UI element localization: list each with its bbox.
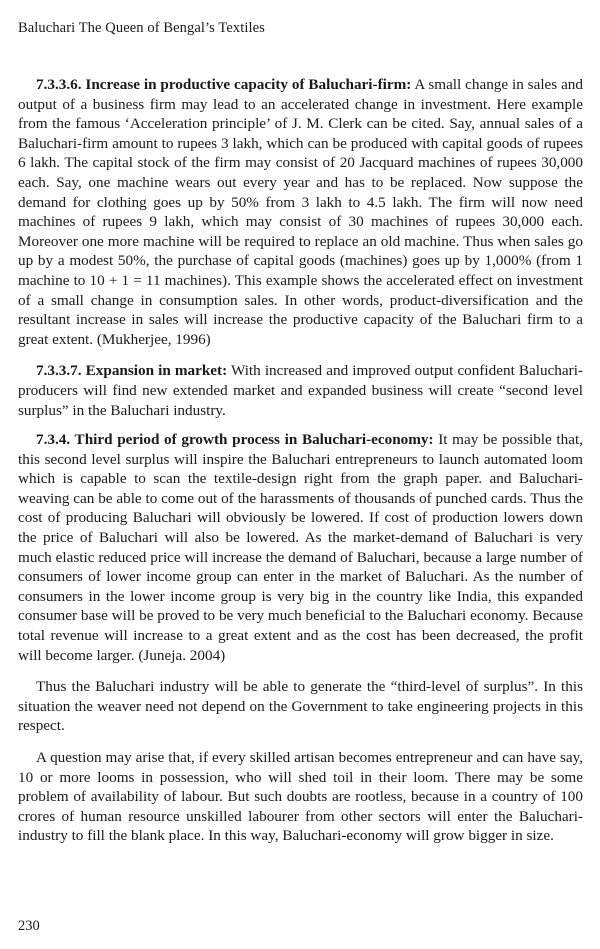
paragraph-text: A question may arise that, if every skilled artisan becomes entrepreneur and can have say, 10 or more looms in possession, who will shed toil in their loom. There may be some problem of availability of labour. But such doubts are rootless, because in a country of 100 crores of human resource unskilled labourer from other sectors will enter the Baluchari-industry to fill the blank place. In this way, Baluchari-economy will grow bigger in size.	[18, 749, 583, 845]
paragraph-text: A small change in sales and output of a business firm may lead to an accelerated change in investment. Here example from the famous ‘Acceleration principle’ of J. M. Clerk can be cited. Say, annual sales of a Baluchari-firm amount to rupees 3 lakh, which can be produced with capital goods of rupees 6 lakh. The capital stock of the firm may consist of 20 Jacquard machines of rupees 30,000 each. Say, one machine wears out every year and has to be replaced. Now suppose the demand for clothing goes up by 50% from 3 lakh to 4.5 lakh. The firm will now need machines of rupees 9 lakh, which may consist of 30 machines of rupees 30,000 each. Moreover one more machine will be required to replace an old machine. Thus when sales go up by a modest 50%, the purchase of capital goods (machines) goes up by 1,000% (from 1 machine to 10 + 1 = 11 machines). This example shows the accelerated effect on investment of a small change in consumption sales. In other words, product-diversification and the resultant increase in sales will increase the productive capacity of the Baluchari firm to a great extent. (Mukherjee, 1996)	[18, 76, 583, 348]
paragraph-third-period	[18, 430, 583, 665]
section-heading-7-3-4: 7.3.4. Third period of growth process in Baluchari-economy:	[36, 431, 434, 449]
page-number: 230	[18, 918, 40, 934]
section-heading-7-3-3-7: 7.3.3.7. Expansion in market:	[36, 362, 228, 380]
paragraph-third-level-surplus	[18, 677, 583, 736]
paragraph-text: Thus the Baluchari industry will be able to generate the “third-level of surplus”. In this situation the weaver need not depend on the Government to take engineering projects in this respect.	[18, 678, 583, 735]
running-head: Baluchari The Queen of Bengal’s Textiles	[18, 20, 265, 36]
paragraph-text: It may be possible that, this second level surplus will inspire the Baluchari entrepreneurs to launch automated loom which is capable to scan the textile-design right from the graph paper. and Baluchari-weaving can be able to come out of the harassments of thousands of punched cards. Thus the cost of producing Baluchari will obviously be lowered. If cost of production lowers down the price of Baluchari will also be lowered. As the market-demand of Baluchari is very much elastic reduced price will increase the demand of Baluchari, because a large number of consumers of lower income group can enter in the market of Baluchari. As the number of consumers in the lower income group is very big in the country like India, this expanded consumer base will be proved to be very much beneficial to the Baluchari economy. Because total revenue will increase to a great extent and as the cost has been decreased, the profit will become larger. (Juneja. 2004)	[18, 431, 583, 664]
paragraph-productive-capacity	[18, 75, 583, 349]
paragraph-expansion-market	[18, 361, 583, 420]
paragraph-labour-question	[18, 748, 583, 846]
body-text	[18, 75, 583, 856]
section-heading-7-3-3-6: 7.3.3.6. Increase in productive capacity of Baluchari-firm:	[36, 76, 412, 93]
paragraph-text: With increased and improved output confident Baluchari-producers will find new extended market and expanded business will create “second level surplus” in the Baluchari industry.	[18, 362, 583, 419]
